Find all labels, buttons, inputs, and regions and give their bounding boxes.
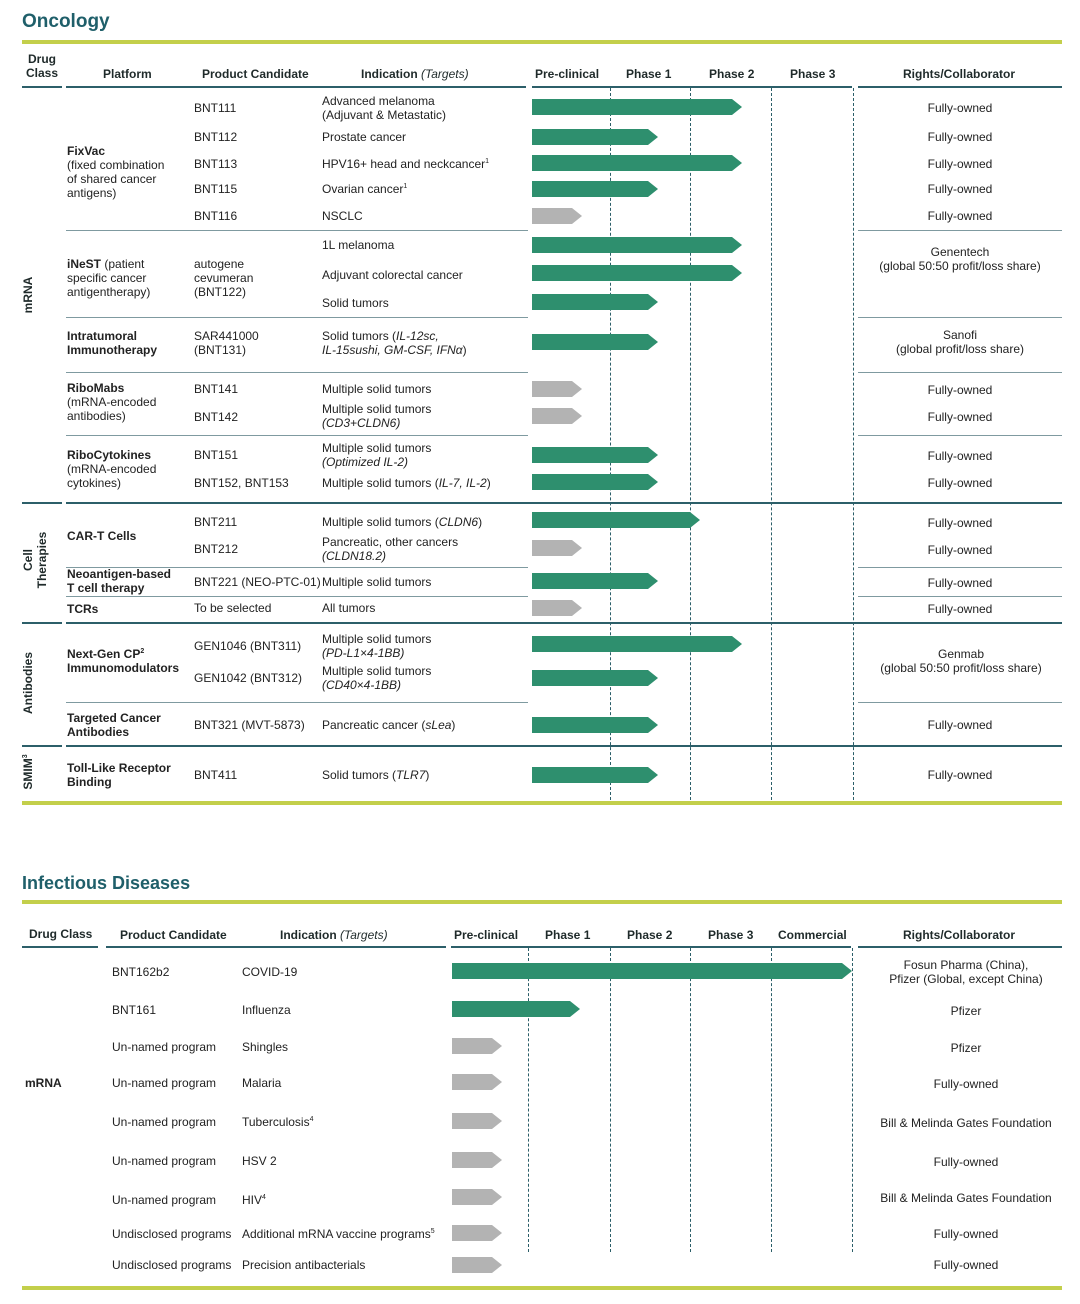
planned-stage-arrow — [452, 1152, 504, 1170]
header-preclinical: Pre-clinical — [535, 67, 600, 81]
candidate: Un-named program — [112, 1193, 217, 1207]
rights: Fully-owned — [927, 602, 993, 616]
indication: Malaria — [242, 1076, 282, 1090]
indication: Precision antibacterials — [242, 1258, 366, 1272]
indication: Adjuvant colorectal cancer — [322, 268, 463, 282]
indication: Multiple solid tumors — [322, 382, 432, 396]
arrow-shape — [532, 99, 742, 115]
candidate: Un-named program — [112, 1154, 217, 1168]
rights: Fully-owned — [927, 449, 993, 463]
arrow-shape — [452, 1152, 502, 1168]
indication: HSV 2 — [242, 1154, 277, 1168]
arrow-shape — [452, 1113, 502, 1129]
header-preclinical: Pre-clinical — [454, 928, 519, 942]
stage-progress-arrow — [532, 334, 660, 352]
oncology-title: Oncology — [22, 11, 110, 32]
infectious-title: Infectious Diseases — [22, 873, 191, 893]
candidate: BNT141 — [194, 382, 239, 396]
platform-fixvac: FixVac (fixed combination of shared cancer antigens) — [67, 144, 165, 200]
divider — [22, 801, 1062, 805]
planned-stage-arrow — [532, 381, 584, 399]
divider — [22, 86, 62, 88]
rights: Fully-owned — [927, 209, 993, 223]
divider — [66, 317, 528, 318]
header-phase1: Phase 1 — [545, 928, 591, 942]
arrow-shape — [532, 573, 658, 589]
candidate: BNT151 — [194, 448, 239, 462]
header-phase2: Phase 2 — [627, 928, 673, 942]
platform-tlr-binding: Toll-Like Receptor Binding — [67, 761, 171, 789]
rights: Pfizer — [950, 1004, 982, 1018]
stage-progress-arrow — [452, 1001, 582, 1019]
divider — [858, 230, 1062, 231]
stage-progress-arrow — [532, 767, 660, 785]
rights: Fully-owned — [927, 516, 993, 530]
candidate: BNT211 — [194, 515, 238, 529]
arrow-shape — [532, 237, 742, 253]
platform-tcrs: TCRs — [67, 602, 99, 616]
indication: Advanced melanoma (Adjuvant & Metastatic) — [322, 94, 447, 122]
divider — [22, 946, 98, 948]
stage-divider — [690, 948, 691, 1252]
divider — [22, 900, 1062, 904]
rights: Fully-owned — [927, 718, 993, 732]
header-commercial: Commercial — [778, 928, 847, 942]
indication: Pancreatic, other cancers (CLDN18.2) — [322, 535, 459, 563]
header-phase1: Phase 1 — [626, 67, 672, 81]
arrow-shape — [532, 408, 582, 424]
stage-divider — [610, 948, 611, 1252]
planned-stage-arrow — [452, 1189, 504, 1207]
arrow-shape — [532, 717, 658, 733]
planned-stage-arrow — [452, 1074, 504, 1092]
divider — [22, 502, 62, 504]
divider — [532, 86, 852, 88]
divider — [22, 1286, 1062, 1290]
rights: Fully-owned — [927, 410, 993, 424]
stage-divider — [771, 88, 772, 800]
rights: Fully-owned — [933, 1155, 999, 1169]
rights: Fully-owned — [927, 130, 993, 144]
arrow-shape — [532, 129, 658, 145]
rights: Fully-owned — [927, 157, 993, 171]
candidate: BNT115 — [194, 182, 238, 196]
arrow-shape — [452, 1074, 502, 1090]
indication: Tuberculosis$^4$ — [242, 1115, 314, 1129]
stage-divider — [690, 88, 691, 800]
candidate: BNT212 — [194, 542, 239, 556]
arrow-shape — [532, 767, 658, 783]
arrow-shape — [532, 474, 658, 490]
indication: Additional mRNA vaccine programs$^5$ — [242, 1227, 435, 1241]
divider — [22, 622, 62, 624]
indication: HIV$^4$ — [242, 1193, 266, 1207]
indication: NSCLC — [322, 209, 363, 223]
platform-ribomabs: RiboMabs (mRNA-encoded antibodies) — [67, 381, 157, 423]
candidate: BNT113 — [194, 157, 238, 171]
rights: Bill & Melinda Gates Foundation — [880, 1116, 1052, 1130]
stage-progress-arrow — [532, 155, 744, 173]
candidate: GEN1046 (BNT311) — [194, 639, 302, 653]
stage-divider — [771, 948, 772, 1252]
stage-progress-arrow — [532, 636, 744, 654]
planned-stage-arrow — [532, 600, 584, 618]
platform-cart: CAR-T Cells — [67, 529, 137, 543]
header-candidate: Product Candidate — [202, 67, 309, 81]
arrow-shape — [452, 1001, 580, 1017]
arrow-shape — [532, 447, 658, 463]
divider — [66, 702, 528, 703]
stage-progress-arrow — [532, 237, 744, 255]
divider — [858, 317, 1062, 318]
candidate: BNT112 — [194, 130, 238, 144]
arrow-shape — [532, 381, 582, 397]
planned-stage-arrow — [452, 1038, 504, 1056]
divider — [66, 372, 528, 373]
arrow-shape — [532, 181, 658, 197]
arrow-shape — [452, 1038, 502, 1054]
candidate: Un-named program — [112, 1076, 217, 1090]
indication: Influenza — [242, 1003, 291, 1017]
candidate: Un-named program — [112, 1040, 217, 1054]
arrow-shape — [452, 1189, 502, 1205]
arrow-shape — [452, 1257, 502, 1273]
class-label-cell-therapies: Cell Therapies — [21, 531, 49, 589]
divider — [858, 946, 1062, 948]
divider — [66, 596, 528, 597]
candidate: BNT142 — [194, 410, 239, 424]
divider — [858, 702, 1062, 703]
rights-genmab: Genmab (global 50:50 profit/loss share) — [880, 647, 1042, 675]
candidate-inest: autogene cevumeran (BNT122) — [194, 257, 254, 299]
candidate: BNT161 — [112, 1003, 157, 1017]
rights: Fully-owned — [927, 383, 993, 397]
arrow-shape — [532, 334, 658, 350]
divider — [66, 86, 526, 88]
stage-divider — [853, 88, 854, 800]
class-label-smim: SMIM$^3$ — [21, 754, 35, 790]
class-label-mrna: mRNA — [21, 276, 35, 314]
rights: Pfizer — [950, 1041, 982, 1055]
divider — [106, 946, 446, 948]
arrow-shape — [532, 600, 582, 616]
planned-stage-arrow — [452, 1113, 504, 1131]
divider — [22, 40, 1062, 44]
stage-progress-arrow — [532, 99, 744, 117]
indication: Solid tumors — [322, 296, 389, 310]
header-rights: Rights/Collaborator — [903, 928, 1016, 942]
planned-stage-arrow — [532, 540, 584, 558]
stage-progress-arrow — [532, 294, 660, 312]
divider — [66, 622, 1062, 624]
stage-progress-arrow — [532, 447, 660, 465]
indication: Multiple solid tumors (CD3+CLDN6) — [322, 402, 432, 430]
arrow-shape — [532, 636, 742, 652]
arrow-shape — [532, 155, 742, 171]
candidate: BNT111 — [194, 101, 237, 115]
candidate: Undisclosed programs — [112, 1258, 232, 1272]
stage-progress-arrow — [532, 670, 660, 688]
arrow-shape — [532, 540, 582, 556]
indication: Ovarian cancer$^1$ — [322, 182, 408, 196]
candidate: To be selected — [194, 601, 272, 615]
divider — [451, 946, 851, 948]
candidate: GEN1042 (BNT312) — [194, 671, 303, 685]
indication: Pancreatic cancer (sLea) — [322, 718, 456, 732]
rights: Bill & Melinda Gates Foundation — [880, 1191, 1052, 1205]
platform-targeted-cancer-antibodies: Targeted Cancer Antibodies — [67, 711, 161, 739]
indication: Multiple solid tumors (CD40×4-1BB) — [322, 664, 432, 692]
stage-progress-arrow — [532, 181, 660, 199]
header-indication: Indication (Targets) — [361, 67, 469, 81]
class-label-mrna: mRNA — [25, 1076, 62, 1090]
header-rights: Rights/Collaborator — [903, 67, 1016, 81]
arrow-shape — [532, 265, 742, 281]
planned-stage-arrow — [452, 1225, 504, 1243]
stage-progress-arrow — [532, 474, 660, 492]
rights: Fully-owned — [927, 476, 993, 490]
arrow-shape — [532, 512, 700, 528]
stage-progress-arrow — [452, 963, 854, 981]
divider — [66, 230, 528, 231]
indication: COVID-19 — [242, 965, 298, 979]
indication: Multiple solid tumors (Optimized IL-2) — [322, 441, 432, 469]
platform-intratumoral: Intratumoral Immunotherapy — [67, 329, 158, 357]
divider — [66, 435, 528, 436]
divider — [22, 745, 62, 747]
rights: Fully-owned — [927, 576, 993, 590]
arrow-shape — [452, 963, 852, 979]
platform-nextgen-cp: Next-Gen $CP^2$ Immunomodulators — [67, 647, 180, 675]
candidate: BNT152, BNT153 — [194, 476, 289, 490]
header-drug-class: Drug Class — [29, 927, 93, 941]
indication: Prostate cancer — [322, 130, 407, 144]
indication: Solid tumors (TLR7) — [322, 768, 430, 782]
header-phase2: Phase 2 — [709, 67, 755, 81]
candidate: Un-named program — [112, 1115, 217, 1129]
arrow-shape — [532, 670, 658, 686]
candidate: BNT321 (MVT-5873) — [194, 718, 305, 732]
candidate: Undisclosed programs — [112, 1227, 232, 1241]
indication: Shingles — [242, 1040, 289, 1054]
stage-progress-arrow — [532, 129, 660, 147]
divider — [858, 596, 1062, 597]
rights: Fully-owned — [927, 101, 993, 115]
platform-inest: iNeST (patient specific cancer antigentherapy) — [67, 257, 151, 299]
divider — [858, 567, 1062, 568]
header-drug-class: Drug Class — [25, 52, 59, 80]
candidate: SAR441000 (BNT131) — [194, 329, 259, 357]
rights: Fully-owned — [927, 182, 993, 196]
header-phase3: Phase 3 — [708, 928, 754, 942]
candidate: BNT162b2 — [112, 965, 170, 979]
rights: Fully-owned — [927, 543, 993, 557]
rights: Fully-owned — [927, 768, 993, 782]
divider — [858, 372, 1062, 373]
planned-stage-arrow — [532, 208, 584, 226]
header-phase3: Phase 3 — [790, 67, 836, 81]
candidate: BNT221 (NEO-PTC-01) — [194, 575, 321, 589]
stage-progress-arrow — [532, 573, 660, 591]
header-indication: Indication (Targets) — [280, 928, 388, 942]
rights: Fully-owned — [933, 1258, 999, 1272]
header-candidate: Product Candidate — [120, 928, 227, 942]
rights-sanofi: Sanofi (global profit/loss share) — [895, 328, 1025, 356]
indication: Solid tumors (IL-12sc, IL-15sushi, GM-CSF, IFNα) — [322, 329, 467, 357]
divider — [858, 435, 1062, 436]
header-platform: Platform — [103, 67, 152, 81]
rights: Fully-owned — [933, 1077, 999, 1091]
indication: All tumors — [322, 601, 376, 615]
indication: 1L melanoma — [322, 238, 395, 252]
divider — [858, 86, 1062, 88]
indication: HPV16+ head and neckcancer$^1$ — [322, 157, 490, 171]
indication: Multiple solid tumors (PD-L1×4-1BB) — [322, 632, 432, 660]
arrow-shape — [532, 294, 658, 310]
platform-ribocytokines: RiboCytokines (mRNA-encoded cytokines) — [67, 448, 157, 490]
stage-progress-arrow — [532, 717, 660, 735]
stage-divider — [528, 948, 529, 1252]
planned-stage-arrow — [532, 408, 584, 426]
rights: Fully-owned — [933, 1227, 999, 1241]
indication: Multiple solid tumors (IL-7, IL-2) — [322, 476, 491, 490]
platform-neoantigen: Neoantigen-based T cell therapy — [67, 567, 172, 595]
arrow-shape — [452, 1225, 502, 1241]
candidate: BNT411 — [194, 768, 238, 782]
class-label-antibodies: Antibodies — [21, 652, 35, 714]
stage-progress-arrow — [532, 512, 702, 530]
stage-divider — [852, 948, 853, 1252]
indication: Multiple solid tumors — [322, 575, 432, 589]
rights-genentech: Genentech (global 50:50 profit/loss share) — [879, 245, 1041, 273]
divider — [66, 502, 1062, 504]
divider — [66, 745, 1062, 747]
stage-progress-arrow — [532, 265, 744, 283]
indication: Multiple solid tumors (CLDN6) — [322, 515, 483, 529]
rights: Fosun Pharma (China), Pfizer (Global, except China) — [889, 958, 1043, 986]
arrow-shape — [532, 208, 582, 224]
planned-stage-arrow — [452, 1257, 504, 1275]
candidate: BNT116 — [194, 209, 238, 223]
